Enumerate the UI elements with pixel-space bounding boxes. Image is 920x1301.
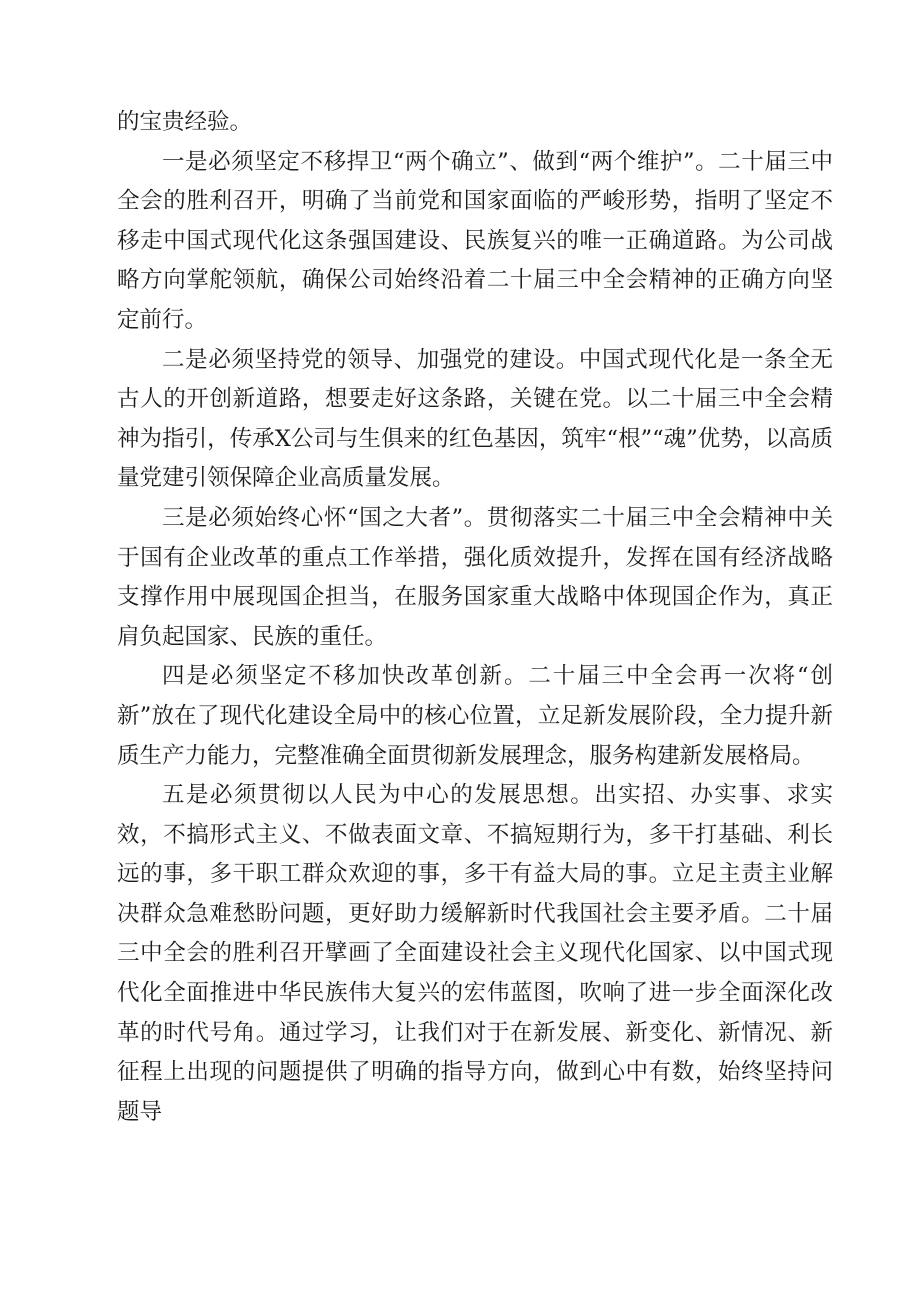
paragraph-point-three: 三是必须始终心怀“国之大者”。贯彻落实二十届三中全会精神中关于国有企业改革的重点工作举措，强化质效提升，发挥在国有经济战略支撑作用中展现国企担当，在服务国家重大战略中体现国企作为，真正肩负起国家、民族的重任。 xyxy=(117,504,833,650)
paragraph-continuation: 的宝贵经验。 xyxy=(117,109,253,135)
paragraph-point-one: 一是必须坚定不移捍卫“两个确立”、做到“两个维护”。二十届三中全会的胜利召开，明确了当前党和国家面临的严峻形势，指明了坚定不移走中国式现代化这条强国建设、民族复兴的唯一正确道路。为公司战略方向掌舵领航，确保公司始终沿着二十届三中全会精神的正确方向坚定前行。 xyxy=(117,148,833,333)
document-body xyxy=(117,103,833,1132)
paragraph-point-two: 二是必须坚持党的领导、加强党的建设。中国式现代化是一条全无古人的开创新道路，想要走好这条路，关键在党。以二十届三中全会精神为指引，传承X公司与生俱来的红色基因，筑牢“根”“魂”优势，以高质量党建引领保障企业高质量发展。 xyxy=(117,346,833,492)
paragraph-point-four: 四是必须坚定不移加快改革创新。二十届三中全会再一次将“创新”放在了现代化建设全局中的核心位置，立足新发展阶段，全力提升新质生产力能力，完整准确全面贯彻新发展理念，服务构建新发展格局。 xyxy=(117,663,833,769)
paragraph-point-five: 五是必须贯彻以人民为中心的发展思想。出实招、办实事、求实效，不搞形式主义、不做表面文章、不搞短期行为，多干打基础、利长远的事，多干职工群众欢迎的事，多干有益大局的事。立足主责主业解决群众急难愁盼问题，更好助力缓解新时代我国社会主要矛盾。二十届三中全会的胜利召开擘画了全面建设社会主义现代化国家、以中国式现代化全面推进中华民族伟大复兴的宏伟蓝图，吹响了进一步全面深化改革的时代号角。通过学习，让我们对于在新发展、新变化、新情况、新征程上出现的问题提供了明确的指导方向，做到心中有数，始终坚持问题导 xyxy=(117,782,833,1125)
